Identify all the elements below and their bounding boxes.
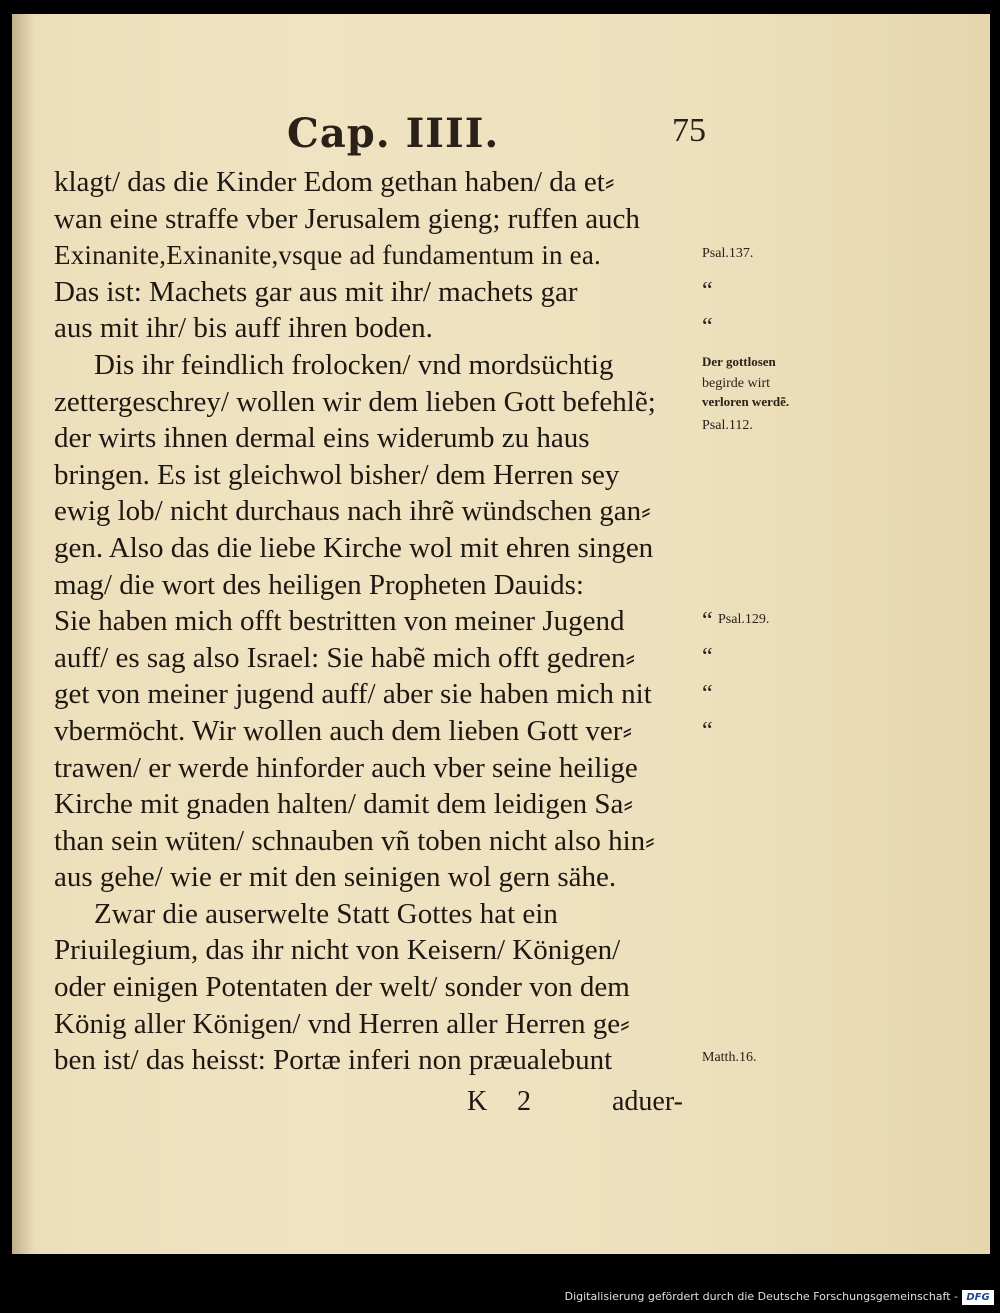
text-line: ewig lob/ nicht durchaus nach ihrẽ wündschen gan⸗ — [54, 495, 651, 528]
text-line: Kirche mit gnaden halten/ damit dem leidigen Sa⸗ — [54, 788, 634, 821]
text-line: Dis ihr feindlich frolocken/ vnd mordsüchtig — [94, 348, 614, 381]
margin-note-gottlosen: begirde wirt — [702, 376, 771, 391]
text-line: Das ist: Machets gar aus mit ihr/ machets gar — [54, 275, 578, 308]
text-line: Priuilegium, das ihr nicht von Keisern/ Königen/ — [54, 934, 621, 967]
running-title: Cap. IIII. — [287, 110, 500, 157]
text-line: vbermöcht. Wir wollen auch dem lieben Gott ver⸗ — [54, 714, 633, 747]
footer-bar — [0, 1288, 1000, 1313]
text-line: bringen. Es ist gleichwol bisher/ dem Herren sey — [54, 458, 620, 491]
margin-quote-mark: “ — [702, 644, 713, 670]
signature-line — [12, 1086, 990, 1126]
text-line: aus mit ihr/ bis auff ihren boden. — [54, 312, 433, 345]
text-line: Zwar die auserwelte Statt Gottes hat ein — [94, 897, 558, 930]
text-line: der wirts ihnen dermal eins widerumb zu haus — [54, 422, 590, 455]
dfg-logo[interactable]: DFG — [962, 1290, 994, 1305]
text-line: than sein wüten/ schnauben vñ toben nicht also hin⸗ — [54, 824, 655, 857]
text-line: klagt/ das die Kinder Edom gethan haben/ da et⸗ — [54, 166, 615, 198]
text-line: gen. Also das die liebe Kirche wol mit ehren singen — [54, 531, 654, 564]
text-line: Sie haben mich offt bestritten von meiner Jugend — [54, 605, 625, 638]
margin-quote-mark: “ — [702, 608, 713, 634]
text-line: Exinanite,Exinanite,vsque ad fundamentum in ea. — [54, 240, 601, 271]
text-line: mag/ die wort des heiligen Propheten Dauids: — [54, 568, 584, 601]
text-line: aus gehe/ wie er mit den seinigen wol gern sähe. — [54, 861, 617, 894]
text-line: auff/ es sag also Israel: Sie habẽ mich offt gedren⸗ — [54, 641, 636, 674]
margin-note-psalm: Psal.112. — [702, 418, 753, 433]
text-line: wan eine straffe vber Jerusalem gieng; ruffen auch — [54, 202, 640, 235]
page-number: 75 — [672, 112, 706, 149]
margin-quote-mark: “ — [702, 681, 713, 707]
text-line: König aller Königen/ vnd Herren aller Herren ge⸗ — [54, 1007, 630, 1040]
catchword: aduer- — [612, 1086, 683, 1117]
text-line: oder einigen Potentaten der welt/ sonder von dem — [54, 971, 630, 1004]
margin-note-psalm: Psal.129. — [718, 612, 770, 627]
book-page — [12, 14, 990, 1254]
margin-note-gottlosen: Der gottlosen — [702, 354, 776, 369]
text-line: ben ist/ das heisst: Portæ inferi non præualebunt — [54, 1044, 613, 1077]
funding-notice: Digitalisierung gefördert durch die Deutsche Forschungsgemeinschaft - — [564, 1290, 958, 1303]
text-line: trawen/ er werde hinforder auch vber seine heilige — [54, 751, 638, 784]
margin-note-gottlosen: verloren werdẽ. — [702, 394, 790, 409]
signature-number: 2 — [517, 1086, 531, 1117]
text-line: zettergeschrey/ wollen wir dem lieben Gott befehlẽ; — [54, 385, 656, 418]
signature-letter: K — [467, 1086, 488, 1117]
margin-note-matthew: Matth.16. — [702, 1050, 757, 1065]
margin-quote-mark: “ — [702, 718, 713, 744]
page-header — [12, 110, 990, 160]
main-text — [54, 164, 694, 1079]
margin-note-psalm: Psal.137. — [702, 246, 754, 261]
margin-quote-mark: “ — [702, 278, 713, 304]
margin-quote-mark: “ — [702, 314, 713, 340]
text-line: get von meiner jugend auff/ aber sie haben mich nit — [54, 678, 652, 711]
